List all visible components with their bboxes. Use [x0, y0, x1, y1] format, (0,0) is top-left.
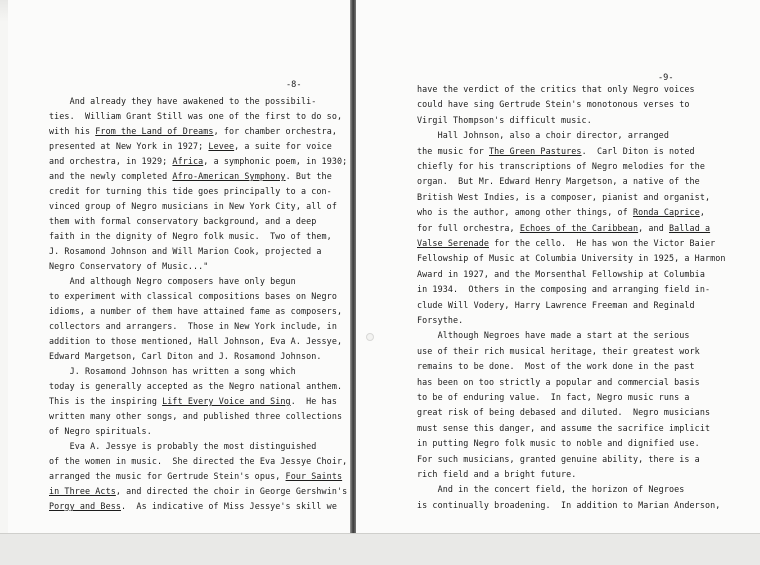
text-run: great risk of being debased and diluted. Negro musicians [417, 407, 711, 418]
text-line [49, 201, 337, 211]
text-line [417, 484, 684, 494]
right-page [356, 0, 760, 533]
text-run: Forsythe. [417, 315, 464, 325]
text-run: faith in the dignity of Negro folk music. Two of them, [49, 231, 332, 241]
text-line [417, 176, 700, 186]
text-run: must sense this danger, and assume the sacrifice implicit [417, 422, 711, 433]
text-run: Hall Johnson, also a choir director, arranged [417, 130, 669, 141]
text-run: with his [49, 126, 96, 136]
underlined-title: Lift Every Voice and Sing [162, 396, 291, 406]
underlined-title: Echoes of the Caribbean [519, 222, 639, 233]
text-run: British West Indies, is a composer, pianist and organist, [417, 191, 711, 202]
text-run: and orchestra, in 1929; [49, 156, 173, 166]
text-run: , and directed the choir in George Gershwin's [115, 486, 348, 496]
text-line [49, 156, 347, 166]
text-line [49, 411, 342, 421]
text-line [417, 392, 690, 402]
text-line [417, 192, 710, 202]
text-run: for full orchestra, [417, 222, 520, 233]
underlined-title: Levee [208, 141, 235, 151]
text-line [417, 99, 690, 109]
text-run: , a suite for voice [234, 141, 332, 151]
text-line [49, 276, 296, 286]
text-line [417, 207, 705, 217]
text-run: of Negro spirituals. [49, 426, 152, 436]
text-line [417, 238, 715, 248]
text-line [417, 469, 576, 479]
text-run: idioms, a number of them have attained fame as composers, [49, 306, 343, 316]
text-line [49, 366, 296, 376]
text-run: Eva A. Jessye is probably the most distinguished [49, 441, 317, 451]
underlined-title: Ballad a [668, 222, 711, 233]
text-run: could have sing Gertrude Stein's monotonous verses to [417, 99, 690, 110]
text-line [417, 500, 720, 510]
text-run: rich field and a bright future. [417, 469, 577, 479]
page-number: -9- [658, 73, 674, 83]
text-line [49, 501, 337, 511]
text-run: Fellowship of Music at Columbia University in 1925, a Harmon [417, 253, 726, 264]
text-run: , [699, 207, 705, 218]
text-run: of the women in music. She directed the Eva Jessye Choir, [49, 456, 348, 466]
text-line [417, 438, 700, 448]
text-run: in putting Negro folk music to noble and dignified use. [417, 438, 700, 449]
text-run: arranged the music for Gertrude Stein's opus, [49, 471, 286, 481]
text-run: to experiment with classical compositions bases on Negro [49, 291, 337, 301]
text-line [49, 216, 316, 226]
underlined-title: in Three Acts [49, 486, 116, 496]
text-run: written many other songs, and published three collections [49, 411, 343, 421]
text-run: Virgil Thompson's difficult music. [417, 114, 592, 125]
text-line [417, 315, 463, 325]
text-line [49, 441, 316, 451]
text-line [49, 426, 152, 436]
text-run: , a symphonic poem, in 1930; [203, 156, 348, 166]
underlined-title: Porgy and Bess [49, 501, 121, 511]
text-run: today is generally accepted as the Negro national anthem. [49, 381, 343, 391]
text-run: Edward Margetson, Carl Diton and J. Rosamond Johnson. [49, 351, 322, 361]
underlined-title: The Green Pastures [489, 145, 582, 156]
text-run: clude Will Vodery, Harry Lawrence Freeman and Reginald [417, 299, 695, 310]
text-run: , for chamber orchestra, [213, 126, 337, 136]
text-line [49, 306, 342, 316]
text-line [417, 423, 710, 433]
text-line [49, 471, 342, 481]
text-run: J. Rosamond Johnson has written a song which [49, 366, 296, 376]
text-line [417, 146, 695, 156]
text-run: use of their rich musical heritage, their greatest work [417, 345, 700, 356]
text-line [417, 284, 710, 294]
text-run: chiefly for his transcriptions of Negro melodies for the [417, 161, 705, 171]
text-line [417, 130, 669, 140]
text-run: them with formal conservatory background, and a deep [49, 216, 317, 226]
underlined-title: Valse Serenade [417, 238, 489, 248]
text-line [417, 115, 592, 125]
text-line [49, 351, 322, 361]
text-line [417, 407, 710, 417]
text-run: for the cello. He has won the Victor Baier [489, 238, 716, 248]
text-line [49, 126, 337, 136]
text-line [417, 253, 726, 263]
text-line [417, 361, 695, 371]
text-run: vinced group of Negro musicians in New York City, all of [49, 201, 337, 211]
underlined-title: From the Land of Dreams [95, 126, 214, 136]
text-line [417, 377, 700, 387]
text-line [49, 186, 332, 196]
text-run: And already they have awakened to the possibili- [49, 96, 317, 106]
text-line [417, 269, 705, 279]
text-run: And in the concert field, the horizon of Negroes [417, 484, 685, 495]
underlined-title: Africa [172, 156, 204, 166]
text-line [49, 141, 332, 151]
text-line [49, 231, 332, 241]
text-line [49, 291, 337, 301]
text-line [49, 171, 332, 181]
text-line [49, 111, 342, 121]
text-run: . But the [285, 171, 332, 181]
text-line [49, 396, 337, 406]
text-run: collectors and arrangers. Those in New York include, in [49, 321, 337, 331]
text-line [417, 300, 695, 310]
text-run: Negro Conservatory of Music..." [49, 261, 209, 271]
text-run: ties. William Grant Still was one of the first to do so, [49, 111, 343, 121]
text-run: in 1934. Others in the composing and arranging field in- [417, 284, 711, 295]
text-line [49, 246, 322, 256]
text-run: have the verdict of the critics that only Negro voices [417, 84, 695, 94]
text-run: is continually broadening. In addition to Marian Anderson, [417, 499, 721, 510]
text-run: J. Rosamond Johnson and Will Marion Cook, projected a [49, 246, 322, 256]
text-run: Award in 1927, and the Morsenthal Fellowship at Columbia [417, 268, 705, 279]
text-run: . He has [290, 396, 337, 406]
text-line [49, 381, 342, 391]
text-run: addition to those mentioned, Hall Johnson, Eva A. Jessye, [49, 336, 343, 346]
text-run: presented at New York in 1927; [49, 141, 209, 151]
text-run: , and [638, 222, 669, 233]
text-run: Although Negroes have made a start at the serious [417, 330, 690, 341]
text-line [49, 261, 208, 271]
text-run: . Carl Diton is noted [581, 145, 695, 156]
text-line [49, 336, 342, 346]
text-line [417, 161, 705, 171]
page-bottom-edge [0, 533, 760, 565]
text-line [49, 486, 347, 496]
text-line [49, 96, 316, 106]
text-line [417, 330, 690, 340]
text-run: remains to be done. Most of the work done in the past [417, 361, 695, 372]
text-run: who is the author, among other things, of [417, 207, 633, 218]
text-run: has been on too strictly a popular and commercial basis [417, 376, 700, 387]
underlined-title: Four Saints [285, 471, 343, 481]
page-number: -8- [286, 80, 302, 90]
text-run: . As indicative of Miss Jessye's skill we [121, 501, 337, 511]
text-line [417, 346, 700, 356]
text-run: organ. But Mr. Edward Henry Margetson, a native of the [417, 176, 700, 187]
punch-hole [366, 333, 374, 341]
text-run: And although Negro composers have only begun [49, 276, 296, 286]
text-run: the music for [417, 145, 489, 156]
text-line [49, 456, 347, 466]
underlined-title: Ronda Caprice [632, 207, 700, 218]
text-run: For such musicians, granted genuine ability, there is a [417, 453, 700, 464]
text-run: to be of enduring value. In fact, Negro music runs a [417, 392, 690, 402]
text-run: This is the inspiring [49, 396, 163, 406]
text-line [417, 454, 700, 464]
left-page [8, 0, 351, 533]
text-line [417, 84, 695, 94]
text-line [49, 321, 337, 331]
text-line [417, 223, 710, 233]
text-run: credit for turning this tide goes principally to a con- [49, 186, 332, 196]
underlined-title: Afro-American Symphony [172, 171, 286, 181]
text-run: and the newly completed [49, 171, 173, 181]
